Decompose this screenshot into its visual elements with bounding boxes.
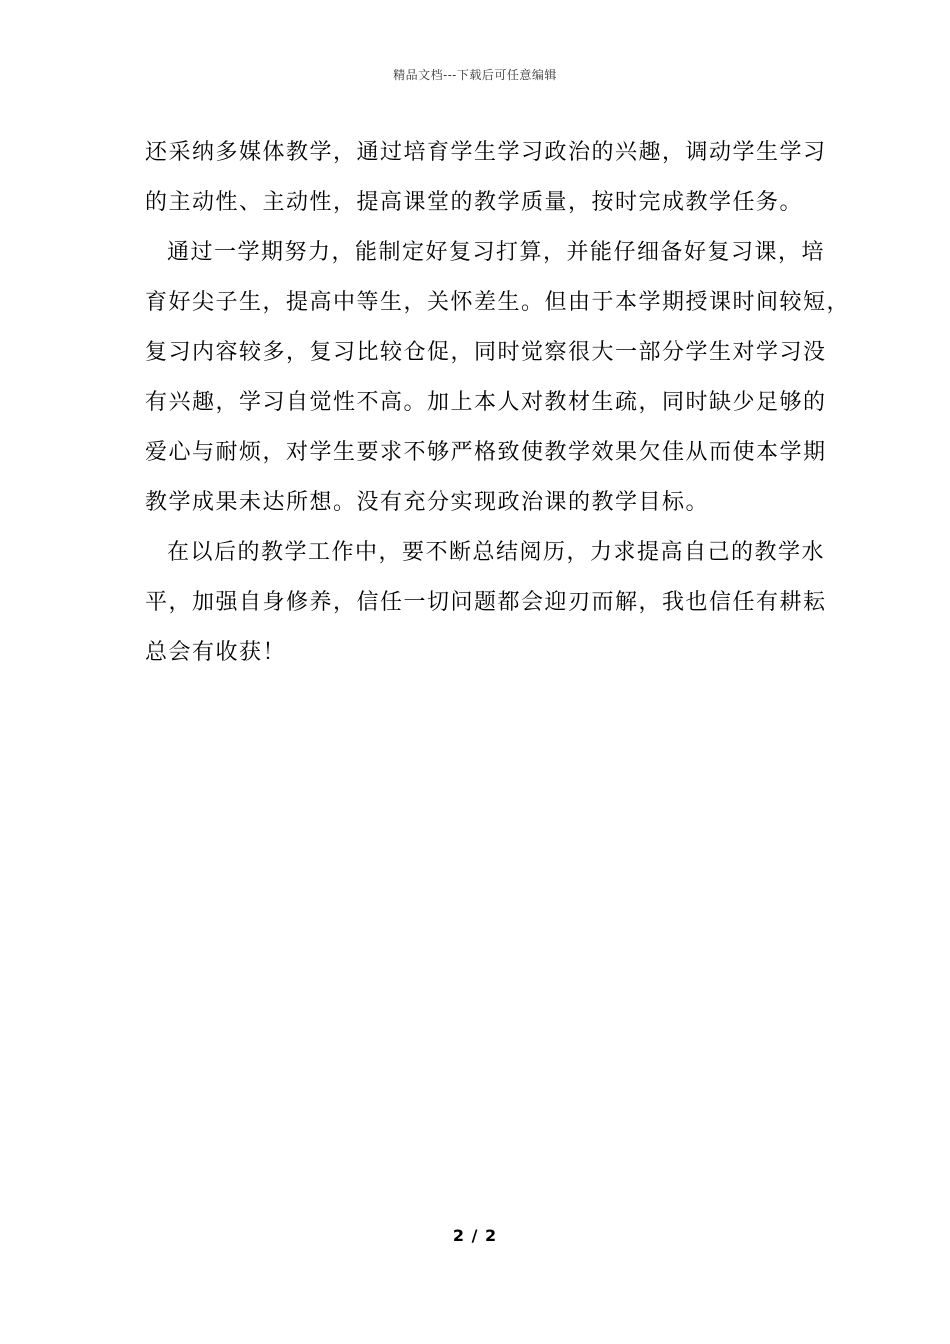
document-body bbox=[145, 128, 851, 678]
paragraph-line: 还采纳多媒体教学，通过培育学生学习政治的兴趣，调动学生学习 bbox=[145, 140, 827, 165]
paragraph-line: 有兴趣，学习自觉性不高。加上本人对教材生疏，同时缺少足够的 bbox=[145, 390, 827, 415]
paragraph-line: 总会有收获！ bbox=[145, 640, 287, 665]
paragraph-line: 在以后的教学工作中，要不断总结阅历，力求提高自己的教学水 bbox=[167, 540, 826, 565]
paragraph bbox=[145, 528, 835, 678]
paragraph bbox=[145, 128, 835, 228]
page-header: 精品文档---下载后可任意编辑 bbox=[393, 68, 557, 82]
paragraph-line: 通过一学期努力，能制定好复习打算，并能仔细备好复习课，培 bbox=[167, 240, 826, 265]
page-number: 2 / 2 bbox=[452, 1226, 498, 1245]
paragraph-line: 的主动性、主动性，提高课堂的教学质量，按时完成教学任务。 bbox=[145, 190, 804, 215]
paragraph-line: 爱心与耐烦，对学生要求不够严格致使教学效果欠佳从而使本学期 bbox=[145, 440, 827, 465]
paragraph-line: 育好尖子生，提高中等生，关怀差生。但由于本学期授课时间较短， bbox=[145, 290, 851, 315]
paragraph-line: 平，加强自身修养，信任一切问题都会迎刃而解，我也信任有耕耘 bbox=[145, 590, 827, 615]
paragraph-line: 教学成果未达所想。没有充分实现政治课的教学目标。 bbox=[145, 490, 710, 515]
paragraph bbox=[145, 228, 851, 528]
paragraph-line: 复习内容较多，复习比较仓促，同时觉察很大一部分学生对学习没 bbox=[145, 340, 827, 365]
